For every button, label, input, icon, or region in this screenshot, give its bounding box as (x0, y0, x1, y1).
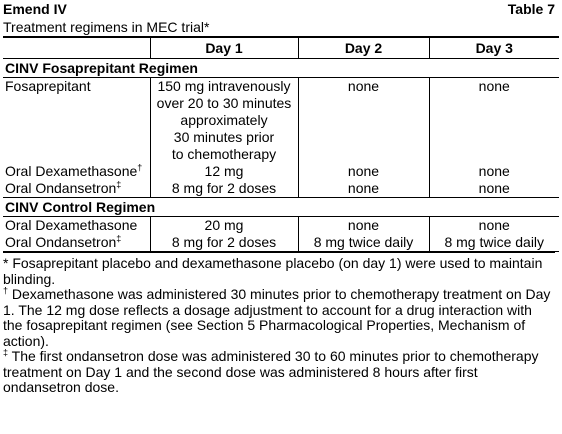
footnote-text: Dexamethasone was administered 30 minutes prior to chemotherapy treatment on Day 1. The 12 mg dose reflects a dosage adjustment to account for a drug interaction with the fosaprepitant regimen (see Section 5 Pharmacological Properties, Mechanism of action). (3, 286, 551, 349)
drug-name-cell (3, 217, 150, 235)
drug-name: Oral Dexamethasone (5, 217, 138, 233)
table-row (3, 163, 559, 180)
day2-cell: none (298, 78, 429, 164)
footnotes (3, 252, 555, 396)
footnote-text: * Fosaprepitant placebo and dexamethasone placebo (on day 1) were used to maintain blinding. (3, 255, 543, 287)
day1-cell: 150 mg intravenously over 20 to 30 minutes approximately 30 minutes prior to chemotherapy (150, 78, 298, 164)
drug-name-cell (3, 180, 150, 198)
day2-cell: none (298, 180, 429, 198)
table-row (3, 217, 559, 235)
section-header-row (3, 198, 559, 217)
drug-name-cell (3, 78, 150, 164)
day2-cell: none (298, 163, 429, 180)
day2-cell: 8 mg twice daily (298, 234, 429, 252)
column-header-row (3, 37, 559, 59)
drug-name-cell (3, 234, 150, 252)
table-row (3, 180, 559, 198)
drug-name: Oral Dexamethasone (5, 163, 138, 179)
footnote-mark: ‡ (3, 347, 9, 358)
day3-cell: none (429, 180, 559, 198)
section-title: CINV Fosaprepitant Regimen (3, 59, 559, 78)
footnote-mark: ‡ (116, 179, 122, 190)
day1-cell: 8 mg for 2 doses (150, 234, 298, 252)
table-number: Table 7 (507, 1, 555, 17)
brand-title: Emend IV (3, 1, 67, 17)
column-header-day1: Day 1 (150, 37, 298, 59)
day1-cell: 8 mg for 2 doses (150, 180, 298, 198)
footnote-item (3, 256, 555, 287)
day2-cell: none (298, 217, 429, 235)
footnote-item (3, 349, 555, 396)
table-row (3, 234, 559, 252)
drug-name: Oral Ondansetron (5, 234, 117, 250)
day1-cell: 12 mg (150, 163, 298, 180)
day1-cell: 20 mg (150, 217, 298, 235)
footnote-item (3, 287, 555, 349)
drug-name-cell (3, 163, 150, 180)
table-row (3, 78, 559, 164)
footnote-text: The first ondansetron dose was administered 30 to 60 minutes prior to chemotherapy treatment on Day 1 and the second dose was administered 8 hours after first ondansetron dose. (3, 348, 539, 395)
section-header-row (3, 59, 559, 78)
section-title: CINV Control Regimen (3, 198, 559, 217)
regimen-table (3, 36, 559, 252)
column-header-day2: Day 2 (298, 37, 429, 59)
column-header-day3: Day 3 (429, 37, 559, 59)
table-caption: Treatment regimens in MEC trial* (3, 19, 210, 35)
footnote-mark: † (3, 285, 9, 296)
day3-cell: 8 mg twice daily (429, 234, 559, 252)
day3-cell: none (429, 217, 559, 235)
footnote-mark: ‡ (116, 233, 122, 244)
day3-cell: none (429, 78, 559, 164)
drug-name: Oral Ondansetron (5, 180, 117, 196)
drug-name: Fosaprepitant (5, 78, 91, 94)
column-header-blank (3, 37, 150, 59)
table-header (3, 0, 559, 18)
document-page (3, 0, 559, 396)
day3-cell: none (429, 163, 559, 180)
footnote-mark: † (137, 162, 143, 173)
